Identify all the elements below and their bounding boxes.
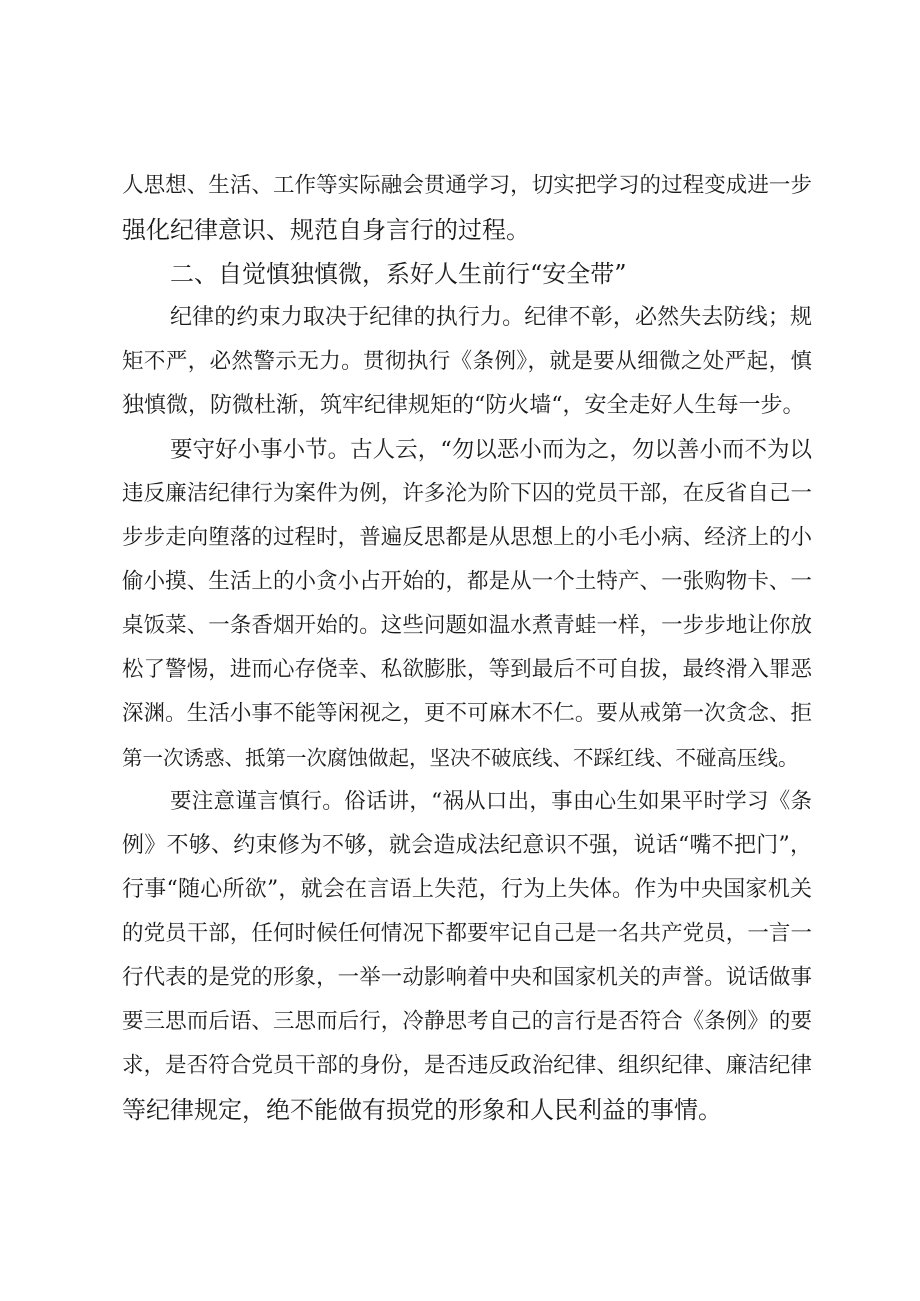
- text-line-17: 行事“随心所欲”，就会在言语上失范，行为上失体。作为中央国家机关: [122, 877, 812, 902]
- text-line-10: 偷小摸、生活上的小贪小占开始的，都是从一个土特产、一张购物卡、一: [122, 569, 812, 594]
- text-line-15: 要注意谨言慎行。俗话讲，“祸从口出，事由心生如果平时学习《条: [170, 789, 812, 814]
- text-line-11: 桌饭菜、一条香烟开始的。这些问题如温水煮青蛙一样，一步步地让你放: [122, 613, 812, 638]
- text-line-21: 求，是否符合党员干部的身份，是否违反政治纪律、组织纪律、廉洁纪律: [122, 1053, 812, 1078]
- text-line-19: 行代表的是党的形象，一举一动影响着中央和国家机关的声誉。说话做事: [122, 965, 812, 990]
- text-line-12: 松了警惕，进而心存侥幸、私欲膨胀，等到最后不可自拔，最终滑入罪恶: [122, 657, 812, 682]
- text-line-1: 人思想、生活、工作等实际融会贯通学习，切实把学习的过程变成进一步: [122, 173, 812, 198]
- text-line-2: 强化纪律意识、规范自身言行的过程。: [122, 216, 530, 244]
- section-heading: 二、自觉慎独慎微，系好人生前行“安全带”: [170, 260, 627, 288]
- text-line-18: 的党员干部，任何时候任何情况下都要牢记自己是一名共产党员，一言一: [122, 921, 812, 946]
- text-line-22: 等纪律规定，绝不能做有损党的形象和人民利益的事情。: [122, 1096, 722, 1124]
- text-line-9: 步步走向堕落的过程时，普遍反思都是从思想上的小毛小病、经济上的小: [122, 525, 812, 550]
- text-line-16: 例》不够、约束修为不够，就会造成法纪意识不强，说话“嘴不把门”，: [122, 833, 812, 858]
- text-line-13: 深渊。生活小事不能等闲视之，更不可麻木不仁。要从戒第一次贪念、拒: [122, 701, 812, 726]
- text-line-7: 要守好小事小节。古人云，“勿以恶小而为之，勿以善小而不为以: [170, 437, 812, 463]
- text-line-14: 第一次诱惑、抵第一次腐蚀做起，坚决不破底线、不踩红线、不碰高压线。: [122, 746, 799, 770]
- text-line-6: 独慎微，防微杜渐，筑牢纪律规矩的“防火墙“，安全走好人生每一步。: [122, 393, 805, 418]
- text-line-20: 要三思而后语、三思而后行，冷静思考自己的言行是否符合《条例》的要: [122, 1009, 812, 1034]
- text-line-4: 纪律的约束力取决于纪律的执行力。纪律不彰，必然失去防线；规: [170, 305, 812, 330]
- text-line-5: 矩不严，必然警示无力。贯彻执行《条例》，就是要从细微之处严起，慎: [122, 349, 812, 374]
- text-line-8: 违反廉洁纪律行为案件为例，许多沦为阶下囚的党员干部，在反省自己一: [122, 481, 812, 506]
